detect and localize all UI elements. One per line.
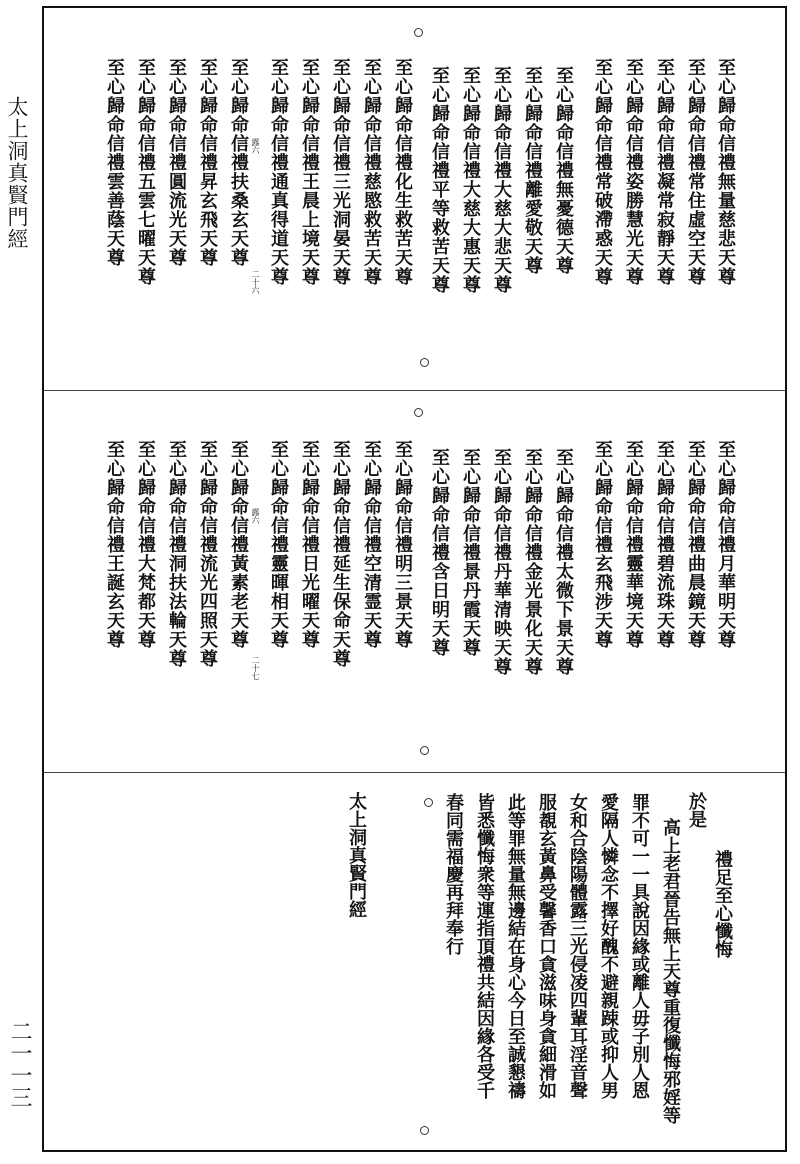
scripture-column: 至心歸命信禮明三景天尊: [392, 440, 413, 649]
scripture-end-title: 太上洞真賢門經: [346, 792, 367, 918]
scripture-column: 至心歸命信禮離愛敬天尊: [522, 66, 543, 275]
marginal-note: 露六: [251, 508, 260, 524]
scripture-column: 至心歸命信禮月華明天尊: [715, 440, 736, 649]
scripture-column: 至心歸命信禮化生救苦天尊: [392, 58, 413, 286]
scripture-column: 至心歸命信禮圓流光天尊: [166, 58, 187, 267]
binding-hole: [420, 746, 429, 755]
scripture-column: 至心歸命信禮常住虛空天尊: [685, 58, 706, 286]
scripture-column: 至心歸命信禮空清霊天尊: [361, 440, 382, 649]
scripture-column: 至心歸命信禮洞扶法輪天尊: [166, 440, 187, 668]
marginal-note: 二十六: [251, 270, 260, 294]
binding-hole: [420, 1126, 429, 1135]
scripture-column: 至心歸命信禮姿勝慧光天尊: [623, 58, 644, 286]
scripture-column: 至心歸命信禮丹華清映天尊: [491, 448, 512, 676]
confession-column: 女和合陰陽體露三光侵凌四輩耳淫音聲: [567, 793, 588, 1099]
scripture-column: 至心歸命信禮昇玄飛天尊: [197, 58, 218, 267]
marginal-note: 露六: [251, 138, 260, 154]
scripture-column: 至心歸命信禮日光曜天尊: [299, 440, 320, 649]
yu-shi-heading: 於是: [686, 792, 707, 828]
scripture-column: 至心歸命信禮平等救苦天尊: [429, 66, 450, 294]
confession-column: 皆悉懺悔衆等運指頂禮共結因緣各受千: [474, 793, 495, 1099]
scripture-column: 至心歸命信禮靈暉相天尊: [268, 440, 289, 649]
scripture-column: 至心歸命信禮王晨上境天尊: [299, 58, 320, 286]
binding-hole: [420, 358, 429, 367]
scripture-column: 至心歸命信禮曲晨鏡天尊: [685, 440, 706, 649]
scripture-column: 至心歸命信禮碧流珠天尊: [654, 440, 675, 649]
panel-divider-bottom: [44, 772, 785, 773]
ritual-heading: 禮足至心懺悔: [712, 850, 733, 958]
scripture-column: 至心歸命信禮大慈大惠天尊: [460, 66, 481, 294]
page-number: 二一一三: [7, 1020, 32, 1108]
scripture-column: 至心歸命信禮無量慈悲天尊: [715, 58, 736, 286]
side-title: 太上洞真賢門經: [5, 96, 29, 250]
confession-column: 服覩玄黃鼻受馨香口貪滋味身貪細滑如: [536, 793, 557, 1099]
scripture-column: 至心歸命信禮大慈大悲天尊: [491, 66, 512, 294]
scripture-column: 至心歸命信禮三光洞晏天尊: [330, 58, 351, 286]
scripture-column: 至心歸命信禮常破滯惑天尊: [592, 58, 613, 286]
scripture-column: 至心歸命信禮太微下景天尊: [553, 448, 574, 676]
binding-hole: [414, 28, 423, 37]
scripture-column: 至心歸命信禮王誕玄天尊: [104, 440, 125, 649]
scripture-column: 至心歸命信禮大梵都天尊: [135, 440, 156, 649]
scripture-column: 至心歸命信禮含日明天尊: [429, 448, 450, 657]
scripture-column: 至心歸命信禮黃素老天尊: [228, 440, 249, 649]
scripture-column: 至心歸命信禮無憂德天尊: [553, 66, 574, 275]
marginal-note: 二十七: [251, 656, 260, 680]
scripture-column: 至心歸命信禮流光四照天尊: [197, 440, 218, 668]
confession-column: 愛隔人憐念不擇好醜不避親踈或抑人男: [598, 793, 619, 1099]
binding-hole: [424, 798, 433, 807]
confession-column: 高上老君晉告無上天尊重復懺悔邪婬等: [660, 818, 681, 1124]
page-frame: [42, 6, 787, 1152]
scripture-column: 至心歸命信禮雲善蔭天尊: [104, 58, 125, 267]
scripture-column: 至心歸命信禮扶桑玄天尊: [228, 58, 249, 267]
confession-column: 此等罪無量無邊結在身心今日至誠懇禱: [505, 793, 526, 1099]
panel-divider-top: [44, 390, 785, 391]
scripture-column: 至心歸命信禮通真得道天尊: [268, 58, 289, 286]
confession-column: 罪不可一一具說因緣或離人毋子別人恩: [629, 793, 650, 1099]
scripture-column: 至心歸命信禮凝常寂靜天尊: [654, 58, 675, 286]
binding-hole: [414, 408, 423, 417]
scripture-column: 至心歸命信禮玄飛涉天尊: [592, 440, 613, 649]
scripture-column: 至心歸命信禮五雲七曜天尊: [135, 58, 156, 286]
confession-column: 春同需福慶再拜奉行: [443, 793, 464, 955]
scripture-column: 至心歸命信禮金光景化天尊: [522, 448, 543, 676]
scripture-column: 至心歸命信禮延生保命天尊: [330, 440, 351, 668]
scripture-column: 至心歸命信禮靈華境天尊: [623, 440, 644, 649]
scripture-column: 至心歸命信禮景丹霞天尊: [460, 448, 481, 657]
scripture-column: 至心歸命信禮慈愍救苦天尊: [361, 58, 382, 286]
